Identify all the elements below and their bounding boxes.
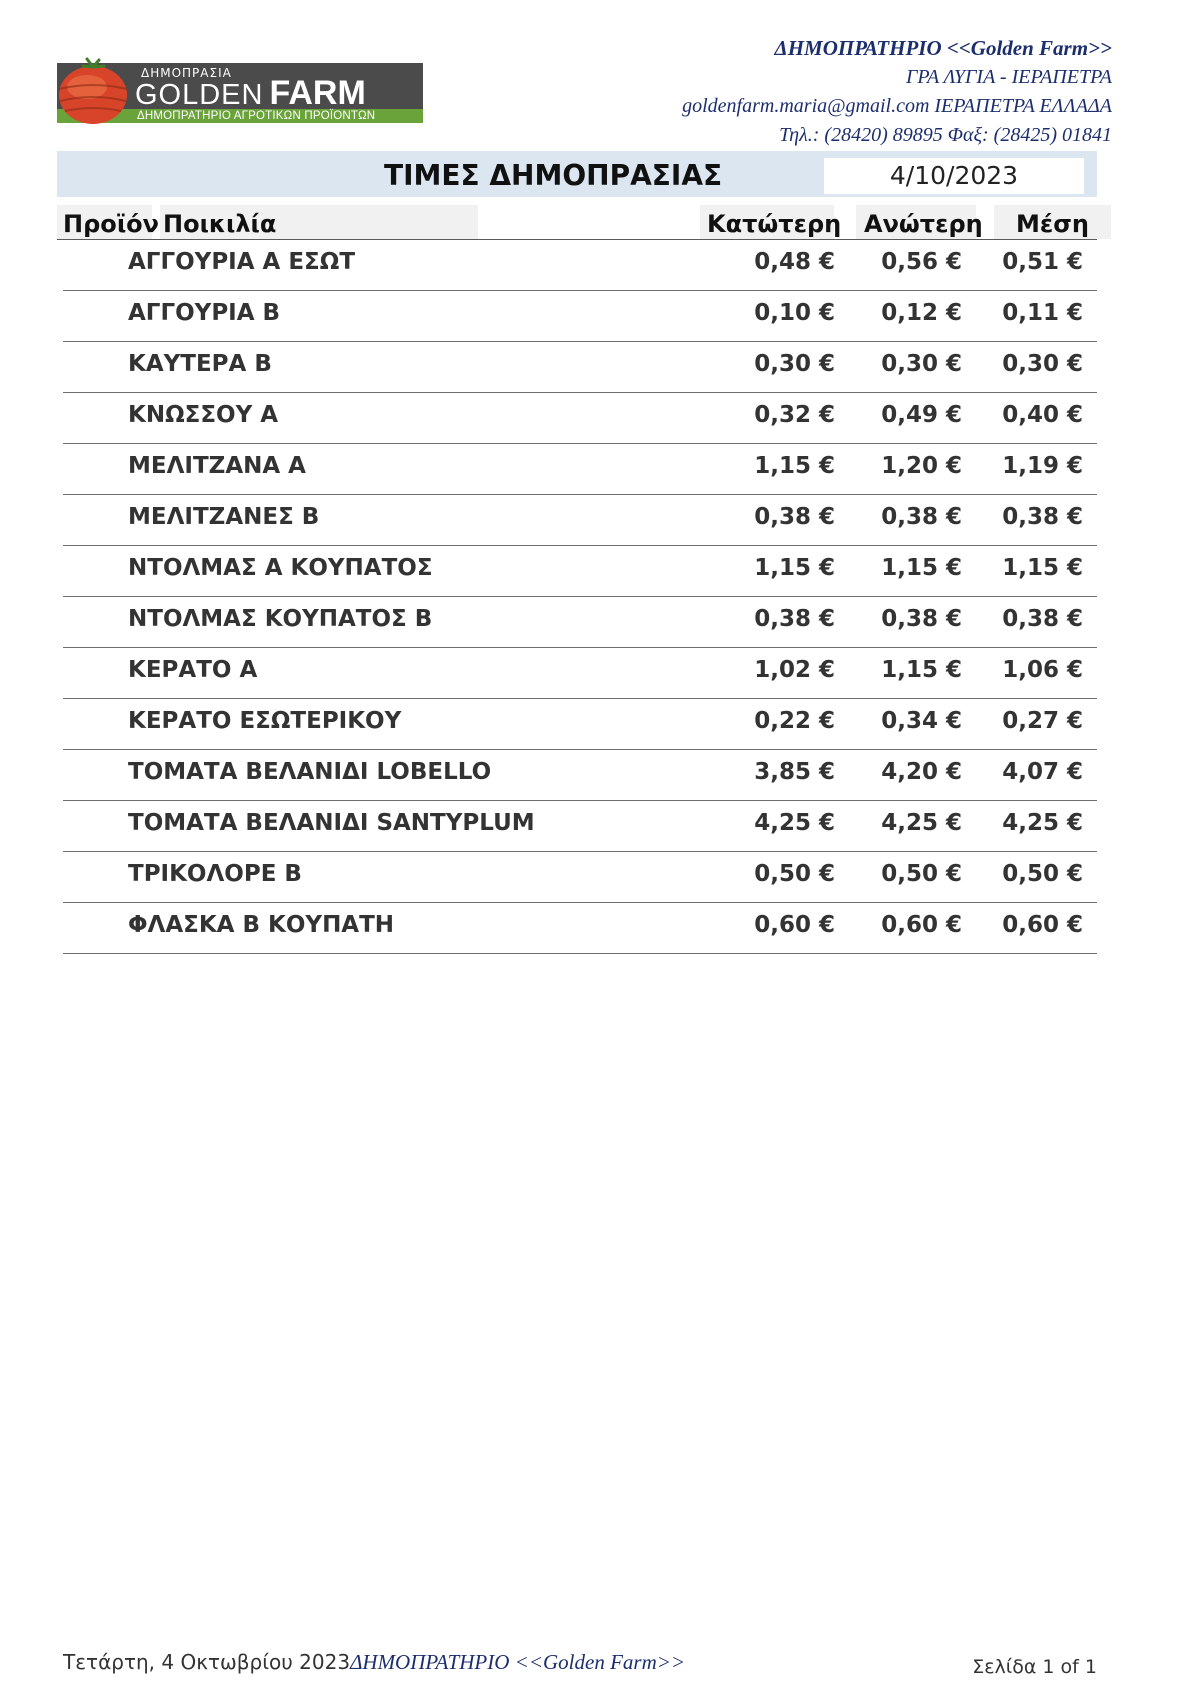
company-name: ΔΗΜΟΠΡΑΤΗΡΙΟ <<Golden Farm>> bbox=[774, 36, 1112, 60]
footer-company: ΔΗΜΟΠΡΑΤΗΡΙΟ <<Golden Farm>> bbox=[350, 1650, 686, 1674]
price-high: 0,50 € bbox=[881, 861, 962, 887]
price-avg: 0,50 € bbox=[1002, 861, 1083, 887]
company-email-city: goldenfarm.maria@gmail.com ΙΕΡΑΠΕΤΡΑ ΕΛΛΑΔΑ bbox=[682, 95, 1112, 117]
page-footer bbox=[0, 1643, 1200, 1683]
price-low: 0,60 € bbox=[754, 912, 835, 938]
price-high: 0,38 € bbox=[881, 606, 962, 632]
table-row bbox=[63, 801, 1097, 852]
table-row bbox=[63, 240, 1097, 291]
footer-date-company bbox=[63, 1650, 685, 1675]
price-avg: 0,51 € bbox=[1002, 249, 1083, 275]
product-name: ΚΕΡΑΤΟ Α bbox=[128, 657, 258, 683]
price-high: 0,30 € bbox=[881, 351, 962, 377]
product-name: ΝΤΟΛΜΑΣ Α ΚΟΥΠΑΤΟΣ bbox=[128, 555, 433, 581]
price-avg: 1,15 € bbox=[1002, 555, 1083, 581]
price-low: 3,85 € bbox=[754, 759, 835, 785]
price-avg: 0,27 € bbox=[1002, 708, 1083, 734]
product-name: ΚΑΥΤΕΡΑ Β bbox=[128, 351, 272, 377]
price-high: 0,12 € bbox=[881, 300, 962, 326]
column-header-high: Ανώτερη bbox=[856, 205, 976, 239]
price-avg: 1,19 € bbox=[1002, 453, 1083, 479]
product-name: ΜΕΛΙΤΖΑΝΕΣ Β bbox=[128, 504, 320, 530]
price-avg: 1,06 € bbox=[1002, 657, 1083, 683]
price-high: 1,15 € bbox=[881, 555, 962, 581]
price-avg: 4,07 € bbox=[1002, 759, 1083, 785]
logo-subtitle: ΔΗΜΟΠΡΑΤΗΡΙΟ ΑΓΡΟΤΙΚΩΝ ΠΡΟΪΟΝΤΩΝ bbox=[137, 110, 376, 122]
product-name: ΝΤΟΛΜΑΣ ΚΟΥΠΑΤΟΣ Β bbox=[128, 606, 433, 632]
price-low: 0,32 € bbox=[754, 402, 835, 428]
product-name: ΚΕΡΑΤΟ ΕΣΩΤΕΡΙΚΟΥ bbox=[128, 708, 402, 734]
footer-page-number: Σελίδα 1 of 1 bbox=[972, 1656, 1097, 1678]
logo-golden-text: GOLDEN bbox=[135, 79, 264, 111]
product-name: ΚΝΩΣΣΟΥ Α bbox=[128, 402, 279, 428]
price-low: 1,15 € bbox=[754, 453, 835, 479]
table-row bbox=[63, 699, 1097, 750]
logo-top-text: ΔΗΜΟΠΡΑΣΙΑ bbox=[141, 66, 232, 80]
table-row bbox=[63, 291, 1097, 342]
table-row bbox=[63, 852, 1097, 903]
price-low: 0,38 € bbox=[754, 606, 835, 632]
product-name: ΑΓΓΟΥΡΙΑ Α ΕΣΩΤ bbox=[128, 249, 356, 275]
product-name: ΑΓΓΟΥΡΙΑ Β bbox=[128, 300, 281, 326]
product-name: ΜΕΛΙΤΖΑΝΑ Α bbox=[128, 453, 306, 479]
table-row bbox=[63, 495, 1097, 546]
product-name: ΤΟΜΑΤΑ ΒΕΛΑΝΙΔΙ LOBELLO bbox=[128, 759, 492, 785]
price-low: 0,38 € bbox=[754, 504, 835, 530]
price-high: 1,20 € bbox=[881, 453, 962, 479]
company-location: ΓΡΑ ΛΥΓΙΑ - ΙΕΡΑΠΕΤΡΑ bbox=[905, 66, 1112, 88]
report-date: 4/10/2023 bbox=[824, 158, 1084, 194]
tomato-icon bbox=[57, 57, 129, 125]
column-header-product: Προϊόν bbox=[57, 205, 152, 239]
table-row bbox=[63, 546, 1097, 597]
table-row bbox=[63, 393, 1097, 444]
price-high: 0,34 € bbox=[881, 708, 962, 734]
price-high: 4,20 € bbox=[881, 759, 962, 785]
price-low: 1,02 € bbox=[754, 657, 835, 683]
price-avg: 0,38 € bbox=[1002, 606, 1083, 632]
column-header-avg: Μέση bbox=[994, 205, 1111, 239]
price-low: 0,10 € bbox=[754, 300, 835, 326]
product-name: ΤΟΜΑΤΑ ΒΕΛΑΝΙΔΙ SANTYPLUM bbox=[128, 810, 535, 836]
price-high: 0,56 € bbox=[881, 249, 962, 275]
price-low: 4,25 € bbox=[754, 810, 835, 836]
column-header-variety: Ποικιλία bbox=[160, 205, 478, 239]
price-low: 0,30 € bbox=[754, 351, 835, 377]
price-high: 1,15 € bbox=[881, 657, 962, 683]
price-high: 0,60 € bbox=[881, 912, 962, 938]
footer-date: Τετάρτη, 4 Οκτωβρίου 2023 bbox=[63, 1650, 351, 1674]
price-low: 0,50 € bbox=[754, 861, 835, 887]
company-logo bbox=[57, 51, 423, 125]
price-avg: 4,25 € bbox=[1002, 810, 1083, 836]
table-row bbox=[63, 648, 1097, 699]
report-title: ΤΙΜΕΣ ΔΗΜΟΠΡΑΣΙΑΣ bbox=[384, 159, 723, 192]
product-name: ΤΡΙΚΟΛΟΡΕ Β bbox=[128, 861, 302, 887]
logo-wordmark bbox=[135, 74, 366, 112]
price-avg: 0,60 € bbox=[1002, 912, 1083, 938]
company-phones: Τηλ.: (28420) 89895 Φαξ: (28425) 01841 bbox=[779, 124, 1112, 146]
table-row bbox=[63, 444, 1097, 495]
table-row bbox=[63, 342, 1097, 393]
price-avg: 0,11 € bbox=[1002, 300, 1083, 326]
price-low: 0,48 € bbox=[754, 249, 835, 275]
price-table bbox=[63, 240, 1097, 954]
price-high: 0,49 € bbox=[881, 402, 962, 428]
price-avg: 0,30 € bbox=[1002, 351, 1083, 377]
price-low: 0,22 € bbox=[754, 708, 835, 734]
price-high: 4,25 € bbox=[881, 810, 962, 836]
logo-farm-text: FARM bbox=[269, 74, 366, 112]
company-info bbox=[682, 34, 1112, 150]
price-avg: 0,40 € bbox=[1002, 402, 1083, 428]
product-name: ΦΛΑΣΚΑ Β ΚΟΥΠΑΤΗ bbox=[128, 912, 395, 938]
price-high: 0,38 € bbox=[881, 504, 962, 530]
table-row bbox=[63, 750, 1097, 801]
price-low: 1,15 € bbox=[754, 555, 835, 581]
table-row bbox=[63, 903, 1097, 954]
table-row bbox=[63, 597, 1097, 648]
column-header-low: Κατώτερη bbox=[700, 205, 834, 239]
price-avg: 0,38 € bbox=[1002, 504, 1083, 530]
